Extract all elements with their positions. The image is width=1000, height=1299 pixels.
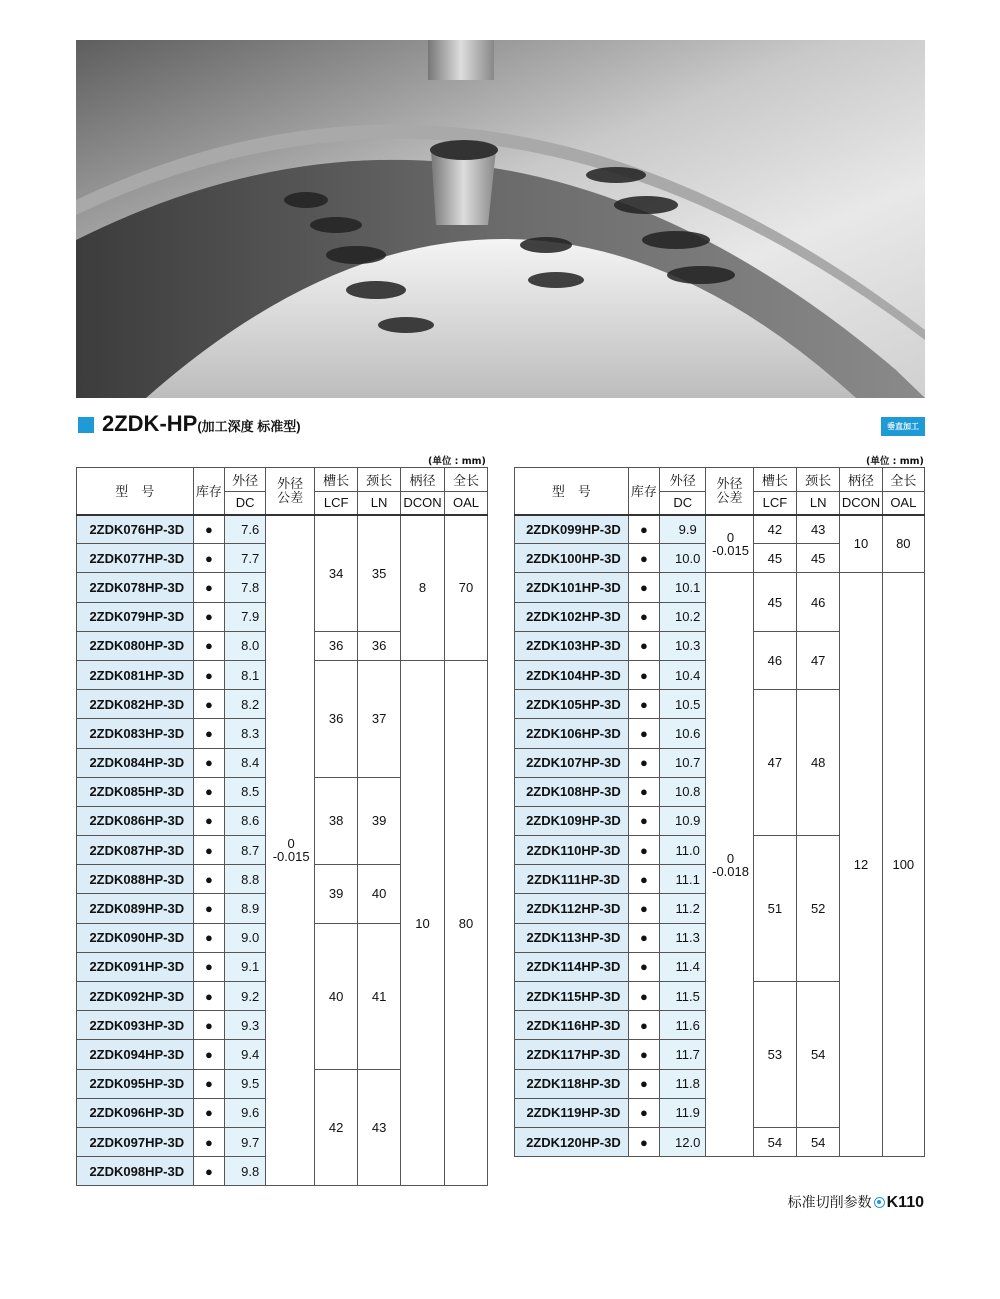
stock-dot: ● xyxy=(193,865,225,894)
lcf-cell: 46 xyxy=(753,631,796,689)
stock-dot: ● xyxy=(628,660,659,689)
tolerance-cell xyxy=(706,573,753,1157)
dc-cell: 11.9 xyxy=(660,1098,706,1127)
lcf-cell: 38 xyxy=(315,777,358,865)
tolerance-cell xyxy=(706,515,753,573)
ln-cell: 37 xyxy=(358,660,401,777)
model-cell: 2ZDK102HP-3D xyxy=(515,602,629,631)
model-cell: 2ZDK112HP-3D xyxy=(515,894,629,923)
header-dc: DC xyxy=(225,492,266,515)
model-cell: 2ZDK118HP-3D xyxy=(515,1069,629,1098)
stock-dot: ● xyxy=(193,777,225,806)
tol-lower: -0.015 xyxy=(712,542,749,558)
header-ln: LN xyxy=(797,492,840,515)
stock-dot: ● xyxy=(628,1011,659,1040)
model-cell: 2ZDK104HP-3D xyxy=(515,660,629,689)
dc-cell: 9.7 xyxy=(225,1127,266,1156)
product-photo xyxy=(76,40,925,398)
dcon-cell: 8 xyxy=(401,515,445,661)
lcf-cell: 51 xyxy=(753,836,796,982)
model-cell: 2ZDK080HP-3D xyxy=(77,631,194,660)
footer-reference[interactable] xyxy=(788,1192,924,1212)
model-cell: 2ZDK094HP-3D xyxy=(77,1040,194,1069)
ln-cell: 45 xyxy=(797,544,840,573)
header-oal-cn: 全长 xyxy=(445,468,488,492)
stock-dot: ● xyxy=(628,690,659,719)
stock-dot: ● xyxy=(193,1157,225,1186)
stock-dot: ● xyxy=(628,1098,659,1127)
model-cell: 2ZDK081HP-3D xyxy=(77,660,194,689)
header-stock: 库存 xyxy=(628,468,659,515)
stock-dot: ● xyxy=(193,573,225,602)
model-cell: 2ZDK096HP-3D xyxy=(77,1098,194,1127)
stock-dot: ● xyxy=(628,952,659,981)
dc-cell: 12.0 xyxy=(660,1127,706,1156)
dc-cell: 8.8 xyxy=(225,865,266,894)
stock-dot: ● xyxy=(193,1040,225,1069)
dc-cell: 9.6 xyxy=(225,1098,266,1127)
dc-cell: 8.7 xyxy=(225,836,266,865)
model-cell: 2ZDK093HP-3D xyxy=(77,1011,194,1040)
ln-cell: 43 xyxy=(358,1069,401,1186)
page-title xyxy=(102,411,301,437)
dc-cell: 9.2 xyxy=(225,982,266,1011)
dc-cell: 10.4 xyxy=(660,660,706,689)
dcon-cell: 12 xyxy=(840,573,882,1157)
stock-dot: ● xyxy=(628,748,659,777)
dc-cell: 7.8 xyxy=(225,573,266,602)
header-dcon-cn: 柄径 xyxy=(401,468,445,492)
dc-cell: 11.6 xyxy=(660,1011,706,1040)
oal-cell: 80 xyxy=(882,515,924,573)
dc-cell: 8.1 xyxy=(225,660,266,689)
table-row xyxy=(515,515,925,544)
dc-cell: 9.1 xyxy=(225,952,266,981)
dc-cell: 7.9 xyxy=(225,602,266,631)
header-tol-line1: 外径 xyxy=(277,475,304,491)
stock-dot: ● xyxy=(628,923,659,952)
dc-cell: 8.4 xyxy=(225,748,266,777)
stock-dot: ● xyxy=(193,1011,225,1040)
spec-table-right xyxy=(514,467,925,1157)
section-header xyxy=(76,413,925,439)
model-cell: 2ZDK117HP-3D xyxy=(515,1040,629,1069)
stock-dot: ● xyxy=(628,777,659,806)
stock-dot: ● xyxy=(628,1069,659,1098)
header-lcf: LCF xyxy=(753,492,796,515)
oal-cell: 100 xyxy=(882,573,924,1157)
header-tolerance xyxy=(266,468,315,515)
dc-cell: 11.8 xyxy=(660,1069,706,1098)
stock-dot: ● xyxy=(628,719,659,748)
dcon-cell: 10 xyxy=(840,515,882,573)
dc-cell: 9.9 xyxy=(660,515,706,544)
header-dc: DC xyxy=(660,492,706,515)
dc-cell: 8.6 xyxy=(225,806,266,835)
ln-cell: 54 xyxy=(797,1127,840,1156)
model-cell: 2ZDK088HP-3D xyxy=(77,865,194,894)
dc-cell: 11.7 xyxy=(660,1040,706,1069)
stock-dot: ● xyxy=(193,631,225,660)
ln-cell: 43 xyxy=(797,515,840,544)
model-cell: 2ZDK083HP-3D xyxy=(77,719,194,748)
lcf-cell: 45 xyxy=(753,573,796,631)
unit-label-left: (单位 : mm) xyxy=(428,456,486,467)
tol-upper: 0 xyxy=(726,850,735,866)
dc-cell: 10.7 xyxy=(660,748,706,777)
lcf-cell: 36 xyxy=(315,660,358,777)
stock-dot: ● xyxy=(193,806,225,835)
dc-cell: 11.5 xyxy=(660,982,706,1011)
model-cell: 2ZDK116HP-3D xyxy=(515,1011,629,1040)
stock-dot: ● xyxy=(193,748,225,777)
header-stock: 库存 xyxy=(193,468,225,515)
model-cell: 2ZDK095HP-3D xyxy=(77,1069,194,1098)
stock-dot: ● xyxy=(193,923,225,952)
ln-cell: 40 xyxy=(358,865,401,923)
dc-cell: 11.1 xyxy=(660,865,706,894)
model-cell: 2ZDK089HP-3D xyxy=(77,894,194,923)
dc-cell: 10.9 xyxy=(660,806,706,835)
model-cell: 2ZDK082HP-3D xyxy=(77,690,194,719)
ln-cell: 48 xyxy=(797,690,840,836)
dc-cell: 9.3 xyxy=(225,1011,266,1040)
lcf-cell: 53 xyxy=(753,982,796,1128)
dc-cell: 11.3 xyxy=(660,923,706,952)
stock-dot: ● xyxy=(628,894,659,923)
model-cell: 2ZDK098HP-3D xyxy=(77,1157,194,1186)
dc-cell: 8.2 xyxy=(225,690,266,719)
stock-dot: ● xyxy=(628,515,659,544)
ln-cell: 36 xyxy=(358,631,401,660)
spec-table-left xyxy=(76,467,488,1186)
header-ln-cn: 颈长 xyxy=(358,468,401,492)
header-dcon-cn: 柄径 xyxy=(840,468,882,492)
dc-cell: 8.9 xyxy=(225,894,266,923)
ln-cell: 54 xyxy=(797,982,840,1128)
header-oal-cn: 全长 xyxy=(882,468,924,492)
model-cell: 2ZDK108HP-3D xyxy=(515,777,629,806)
dcon-cell: 10 xyxy=(401,660,445,1185)
stock-dot: ● xyxy=(193,982,225,1011)
stock-dot: ● xyxy=(628,544,659,573)
model-cell: 2ZDK079HP-3D xyxy=(77,602,194,631)
title-subtitle: (加工深度 标准型) xyxy=(197,419,301,434)
model-cell: 2ZDK101HP-3D xyxy=(515,573,629,602)
tol-upper: 0 xyxy=(287,836,295,852)
header-model: 型 号 xyxy=(77,468,194,515)
tol-lower: -0.018 xyxy=(712,863,749,879)
lcf-cell: 34 xyxy=(315,515,358,632)
stock-dot: ● xyxy=(193,1098,225,1127)
dc-cell: 9.5 xyxy=(225,1069,266,1098)
header-dc-cn: 外径 xyxy=(225,468,266,492)
lcf-cell: 45 xyxy=(753,544,796,573)
stock-dot: ● xyxy=(193,515,225,544)
header-tol-line2: 公差 xyxy=(716,489,743,505)
model-cell: 2ZDK077HP-3D xyxy=(77,544,194,573)
dc-cell: 10.0 xyxy=(660,544,706,573)
lcf-cell: 54 xyxy=(753,1127,796,1156)
dc-cell: 11.4 xyxy=(660,952,706,981)
dc-cell: 10.8 xyxy=(660,777,706,806)
stock-dot: ● xyxy=(193,690,225,719)
header-oal: OAL xyxy=(445,492,488,515)
header-ln: LN xyxy=(358,492,401,515)
stock-dot: ● xyxy=(628,836,659,865)
dc-cell: 11.0 xyxy=(660,836,706,865)
model-cell: 2ZDK114HP-3D xyxy=(515,952,629,981)
ln-cell: 46 xyxy=(797,573,840,631)
dc-cell: 7.6 xyxy=(225,515,266,544)
stock-dot: ● xyxy=(193,544,225,573)
model-cell: 2ZDK103HP-3D xyxy=(515,631,629,660)
stock-dot: ● xyxy=(193,719,225,748)
dc-cell: 10.1 xyxy=(660,573,706,602)
model-cell: 2ZDK105HP-3D xyxy=(515,690,629,719)
header-tol-line2: 公差 xyxy=(277,489,304,505)
lcf-cell: 42 xyxy=(315,1069,358,1186)
header-tolerance xyxy=(706,468,753,515)
ln-cell: 47 xyxy=(797,631,840,689)
model-cell: 2ZDK107HP-3D xyxy=(515,748,629,777)
unit-label-right: (单位 : mm) xyxy=(866,456,924,467)
model-cell: 2ZDK076HP-3D xyxy=(77,515,194,544)
dc-cell: 8.3 xyxy=(225,719,266,748)
stock-dot: ● xyxy=(628,573,659,602)
target-icon xyxy=(874,1197,885,1208)
dc-cell: 11.2 xyxy=(660,894,706,923)
stock-dot: ● xyxy=(628,1040,659,1069)
dc-cell: 10.3 xyxy=(660,631,706,660)
model-cell: 2ZDK111HP-3D xyxy=(515,865,629,894)
model-cell: 2ZDK106HP-3D xyxy=(515,719,629,748)
ln-cell: 35 xyxy=(358,515,401,632)
stock-dot: ● xyxy=(193,894,225,923)
header-lcf-cn: 槽长 xyxy=(315,468,358,492)
dc-cell: 9.0 xyxy=(225,923,266,952)
tol-upper: 0 xyxy=(726,529,735,545)
machining-badge: 垂直加工 xyxy=(881,417,925,436)
dc-cell: 10.5 xyxy=(660,690,706,719)
stock-dot: ● xyxy=(193,1127,225,1156)
model-cell: 2ZDK113HP-3D xyxy=(515,923,629,952)
drilled-tube-illustration xyxy=(76,40,925,398)
stock-dot: ● xyxy=(193,836,225,865)
header-model: 型 号 xyxy=(515,468,629,515)
dc-cell: 10.6 xyxy=(660,719,706,748)
model-cell: 2ZDK086HP-3D xyxy=(77,806,194,835)
stock-dot: ● xyxy=(628,602,659,631)
stock-dot: ● xyxy=(628,631,659,660)
oal-cell: 70 xyxy=(445,515,488,661)
ln-cell: 52 xyxy=(797,836,840,982)
model-cell: 2ZDK090HP-3D xyxy=(77,923,194,952)
stock-dot: ● xyxy=(193,1069,225,1098)
stock-dot: ● xyxy=(628,982,659,1011)
lcf-cell: 42 xyxy=(753,515,796,544)
header-tol-line1: 外径 xyxy=(716,475,743,491)
ln-cell: 39 xyxy=(358,777,401,865)
stock-dot: ● xyxy=(628,806,659,835)
model-cell: 2ZDK078HP-3D xyxy=(77,573,194,602)
stock-dot: ● xyxy=(193,660,225,689)
footer-page-ref: K110 xyxy=(886,1194,924,1211)
model-cell: 2ZDK115HP-3D xyxy=(515,982,629,1011)
header-dcon: DCON xyxy=(401,492,445,515)
model-cell: 2ZDK110HP-3D xyxy=(515,836,629,865)
model-cell: 2ZDK087HP-3D xyxy=(77,836,194,865)
table-row xyxy=(515,573,925,602)
lcf-cell: 39 xyxy=(315,865,358,923)
stock-dot: ● xyxy=(193,952,225,981)
header-dc-cn: 外径 xyxy=(660,468,706,492)
dc-cell: 9.8 xyxy=(225,1157,266,1186)
dc-cell: 8.5 xyxy=(225,777,266,806)
title-text: 2ZDK-HP xyxy=(102,411,198,436)
header-lcf-cn: 槽长 xyxy=(753,468,796,492)
model-cell: 2ZDK092HP-3D xyxy=(77,982,194,1011)
header-lcf: LCF xyxy=(315,492,358,515)
model-cell: 2ZDK097HP-3D xyxy=(77,1127,194,1156)
header-oal: OAL xyxy=(882,492,924,515)
title-marker-icon xyxy=(78,417,94,433)
table-row xyxy=(77,515,488,544)
lcf-cell: 36 xyxy=(315,631,358,660)
model-cell: 2ZDK085HP-3D xyxy=(77,777,194,806)
model-cell: 2ZDK099HP-3D xyxy=(515,515,629,544)
model-cell: 2ZDK109HP-3D xyxy=(515,806,629,835)
footer-label: 标准切削参数 xyxy=(787,1195,872,1211)
oal-cell: 80 xyxy=(445,660,488,1185)
header-ln-cn: 颈长 xyxy=(797,468,840,492)
model-cell: 2ZDK091HP-3D xyxy=(77,952,194,981)
stock-dot: ● xyxy=(628,865,659,894)
dc-cell: 9.4 xyxy=(225,1040,266,1069)
model-cell: 2ZDK119HP-3D xyxy=(515,1098,629,1127)
tolerance-cell xyxy=(266,515,315,1186)
dc-cell: 10.2 xyxy=(660,602,706,631)
lcf-cell: 47 xyxy=(753,690,796,836)
model-cell: 2ZDK084HP-3D xyxy=(77,748,194,777)
header-dcon: DCON xyxy=(840,492,882,515)
dc-cell: 7.7 xyxy=(225,544,266,573)
stock-dot: ● xyxy=(193,602,225,631)
dc-cell: 8.0 xyxy=(225,631,266,660)
model-cell: 2ZDK100HP-3D xyxy=(515,544,629,573)
tol-lower: -0.015 xyxy=(272,849,310,865)
lcf-cell: 40 xyxy=(315,923,358,1069)
model-cell: 2ZDK120HP-3D xyxy=(515,1127,629,1156)
ln-cell: 41 xyxy=(358,923,401,1069)
stock-dot: ● xyxy=(628,1127,659,1156)
